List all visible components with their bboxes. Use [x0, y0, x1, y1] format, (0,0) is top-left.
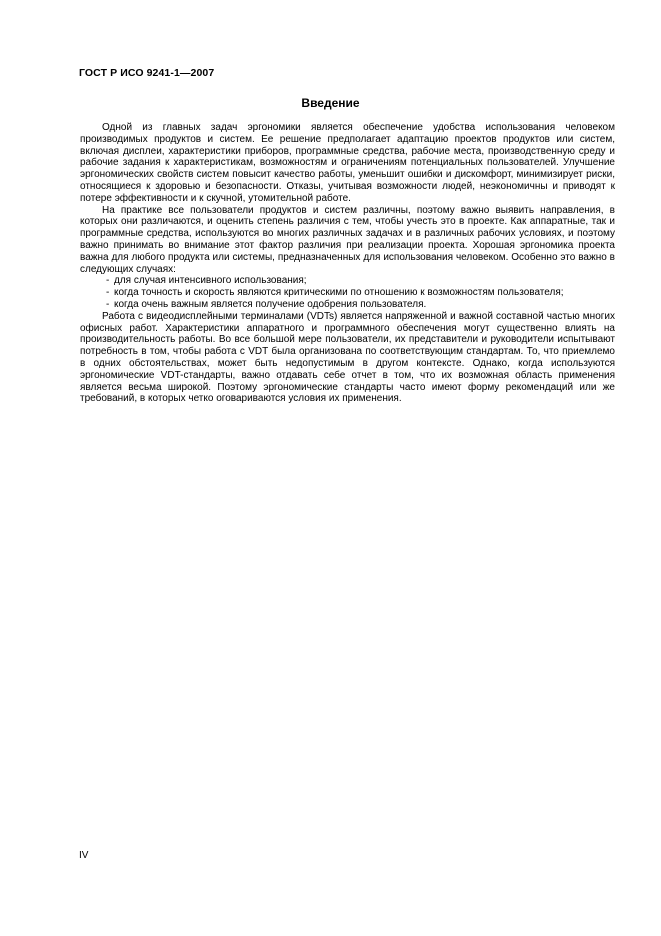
body-text: [80, 122, 615, 405]
paragraph: На практике все пользователи продуктов и систем различны, поэтому важно выявить направления, в которых они различаются, и оценить степень различия с тем, чтобы учесть это в проекте. Как аппаратные, так и программные средства, используются во многих различных задачах и в различных рабочих условиях, и поэтому важно принимать во внимание этот фактор различия при реализации проекта. Хорошая эргономика проекта важна для любого продукта или системы, предназначенных для использования человеком. Особенно это важно в следующих случаях:: [80, 204, 615, 275]
paragraph: Одной из главных задач эргономики является обеспечение удобства использования человеком производимых продуктов и систем. Ее решение предполагает адаптацию проектов продуктов или систем, включая дисплеи, характеристики приборов, программные средства, рабочие места, производственную среду и рабочие задания к характеристикам, возможностям и ограничениям потенциальных пользователей. Улучшение эргономических свойств систем повысит качество работы, уменьшит ошибки и дискомфорт, минимизирует риски, относящиеся к здоровью и безопасности. Отказы, учитывая возможности людей, неэкономичны и приводят к потере эффективности и к скучной, утомительной работе.: [80, 122, 615, 204]
list-item: - когда точность и скорость являются критическими по отношению к возможностям пользователя;: [106, 287, 615, 299]
list-item: - когда очень важным является получение одобрения пользователя.: [106, 299, 615, 311]
bullet-list: [80, 275, 615, 310]
list-item: - для случая интенсивного использования;: [106, 275, 615, 287]
page-number: IV: [79, 850, 89, 861]
paragraph: Работа с видеодисплейными терминалами (VDTs) является напряженной и важной составной частью многих офисных работ. Характеристики аппаратного и программного обеспечения могут существенно влиять на производительность работы. Во все большой мере пользователи, их представители и руководители испытывают потребность в том, чтобы работа с VDT была организована по соответствующим стандартам. То, что приемлемо в одних обстоятельствах, может быть недопустимым в другом контексте. Однако, когда используются эргономические VDT-стандарты, важно отдавать себе отчет в том, что их возможная область применения является весьма широкой. Поэтому эргономические стандарты часто имеют форму рекомендаций или же требований, в которых четко оговариваются условия их применения.: [80, 310, 615, 405]
document-header: ГОСТ Р ИСО 9241-1—2007: [79, 67, 215, 79]
section-title: Введение: [301, 96, 360, 110]
